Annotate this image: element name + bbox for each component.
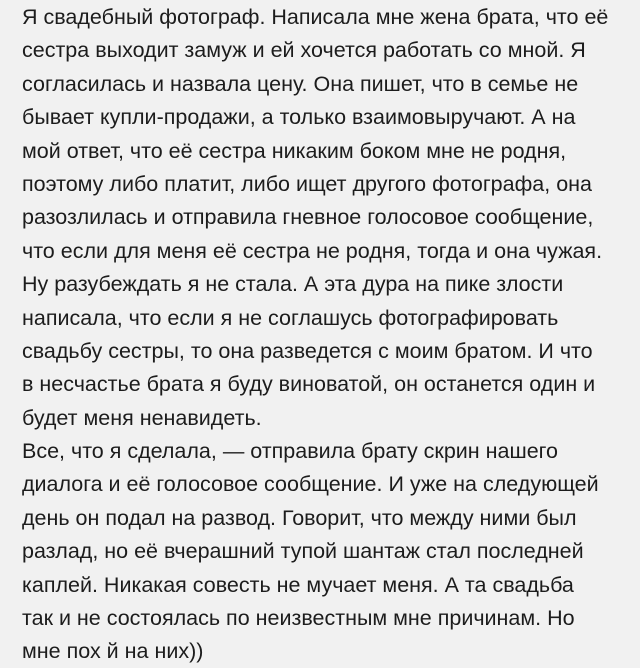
text-line: Все, что я сделала, — отправила брату скрин нашего — [22, 439, 559, 464]
text-line: мне пох й на них)) — [22, 639, 204, 664]
text-line: согласилась и назвала цену. Она пишет, что в семье не — [22, 71, 579, 96]
text-line: Я свадебный фотограф. Написала мне жена брата, что её — [22, 5, 609, 29]
text-line: свадьбу сестры, то она разведется с моим братом. И что — [22, 338, 593, 363]
text-line: разозлилась и отправила гневное голосовое сообщение, — [22, 205, 594, 230]
text-line: что если для меня её сестра не родня, тогда и она чужая. — [22, 238, 603, 263]
post-text — [22, 0, 634, 668]
text-line: диалога и её голосовое сообщение. И уже на следующей — [22, 472, 599, 497]
text-line: сестра выходит замуж и ей хочется работать со мной. Я — [22, 38, 586, 63]
text-line: бывает купли-продажи, а только взаимовыручают. А на — [22, 105, 576, 130]
text-line: в несчастье брата я буду виноватой, он останется один и — [22, 372, 596, 397]
text-line: каплей. Никакая совесть не мучает меня. А та свадьба — [22, 572, 574, 597]
text-line: день он подал на развод. Говорит, что между ними был — [22, 505, 577, 530]
text-line: Ну разубеждать я не стала. А эта дура на пике злости — [22, 272, 564, 297]
text-line: мой ответ, что её сестра никаким боком мне не родня, — [22, 138, 567, 163]
text-line: поэтому либо платит, либо ищет другого фотографа, она — [22, 171, 592, 196]
text-line: так и не состоялась по неизвестным мне причинам. Но — [22, 606, 575, 631]
text-line: разлад, но её вчерашний тупой шантаж стал последней — [22, 539, 584, 564]
text-line: написала, что если я не соглашусь фотографировать — [22, 305, 559, 330]
text-line: будет меня ненавидеть. — [22, 405, 262, 430]
